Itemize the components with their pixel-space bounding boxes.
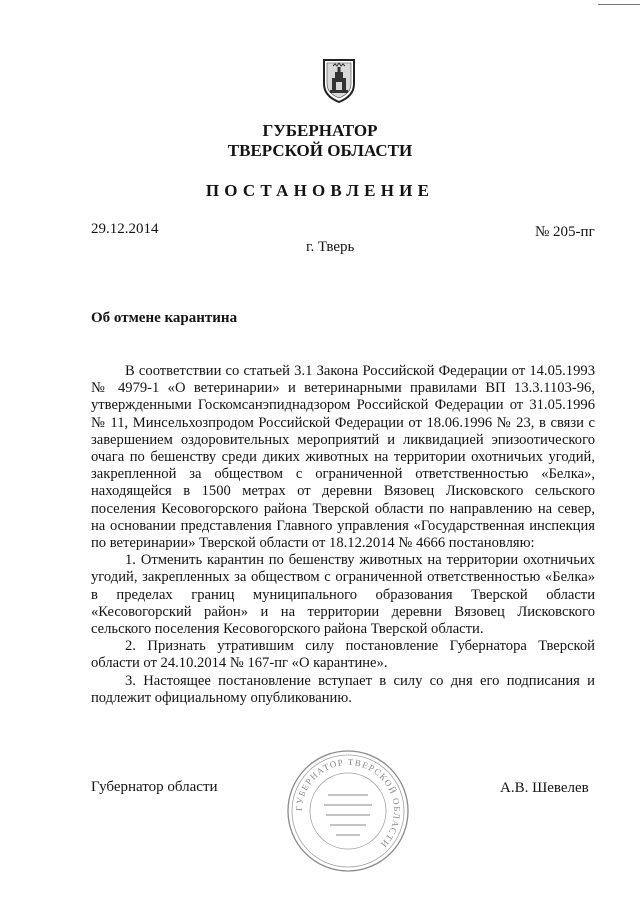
document-city: г. Тверь (306, 239, 355, 255)
svg-text:ГУБЕРНАТОР ТВЕРСКОЙ ОБЛАСТИ (294, 757, 402, 850)
coat-of-arms-icon (322, 58, 356, 104)
document-body (91, 363, 595, 707)
scan-edge-line (598, 4, 640, 5)
document-type-title: ПОСТАНОВЛЕНИЕ (205, 181, 435, 200)
seal-ring-text: ГУБЕРНАТОР ТВЕРСКОЙ ОБЛАСТИ (293, 756, 403, 851)
clause-paragraph: 3. Настоящее постановление вступает в силу со дня его подписания и подлежит официальному опубликованию. (91, 672, 595, 706)
document-number: № 205-пг (535, 224, 595, 240)
document-date: 29.12.2014 (91, 221, 159, 237)
document-subject: Об отмене карантина (91, 310, 238, 326)
preamble-paragraph: В соответствии со статьей 3.1 Закона Российской Федерации от 14.05.1993 № 4979-1 «О ветеринарии» и ветеринарными правилами ВП 13.3.1103-96, утвержденными Госкомсанэпиднадзором Российской Федерации от 31.05.1996 № 11, Минсельхозпродом Российской Федерации от 18.06.1996 № 23, в связи с завершением оздоровительных мероприятий и ликвидацией эпизоотического очага по бешенству среди диких животных на территории охотничьих угодий, закрепленной за обществом с ограниченной ответственностью «Белка», находящейся в 1500 метрах от деревни Вязовец Лисковского сельского поселения Кесовогорского района Тверской области по направлению на север, на основании представления Главного управления «Государственная инспекция по ветеринарии» Тверской области от 18.12.2014 № 4666 постановляю: (91, 363, 595, 552)
clause-paragraph: 2. Признать утратившим силу постановление Губернатора Тверской области от 24.10.2014 № 167-пг «О карантине». (91, 638, 595, 672)
signatory-name: А.В. Шевелев (500, 780, 589, 796)
signatory-position: Губернатор области (91, 779, 218, 795)
official-seal (284, 747, 412, 875)
org-title-line1: ГУБЕРНАТОР (262, 121, 378, 140)
clause-paragraph: 1. Отменить карантин по бешенству животных на территории охотничьих угодий, закрепленных за обществом с ограниченной ответственностью «Белка» в пределах границ муниципального образования Тверской области «Кесовогорский район» и на территории деревни Вязовец Лисковского сельского поселения Кесовогорского района Тверской области. (91, 552, 595, 638)
org-title-line2: ТВЕРСКОЙ ОБЛАСТИ (227, 141, 413, 160)
